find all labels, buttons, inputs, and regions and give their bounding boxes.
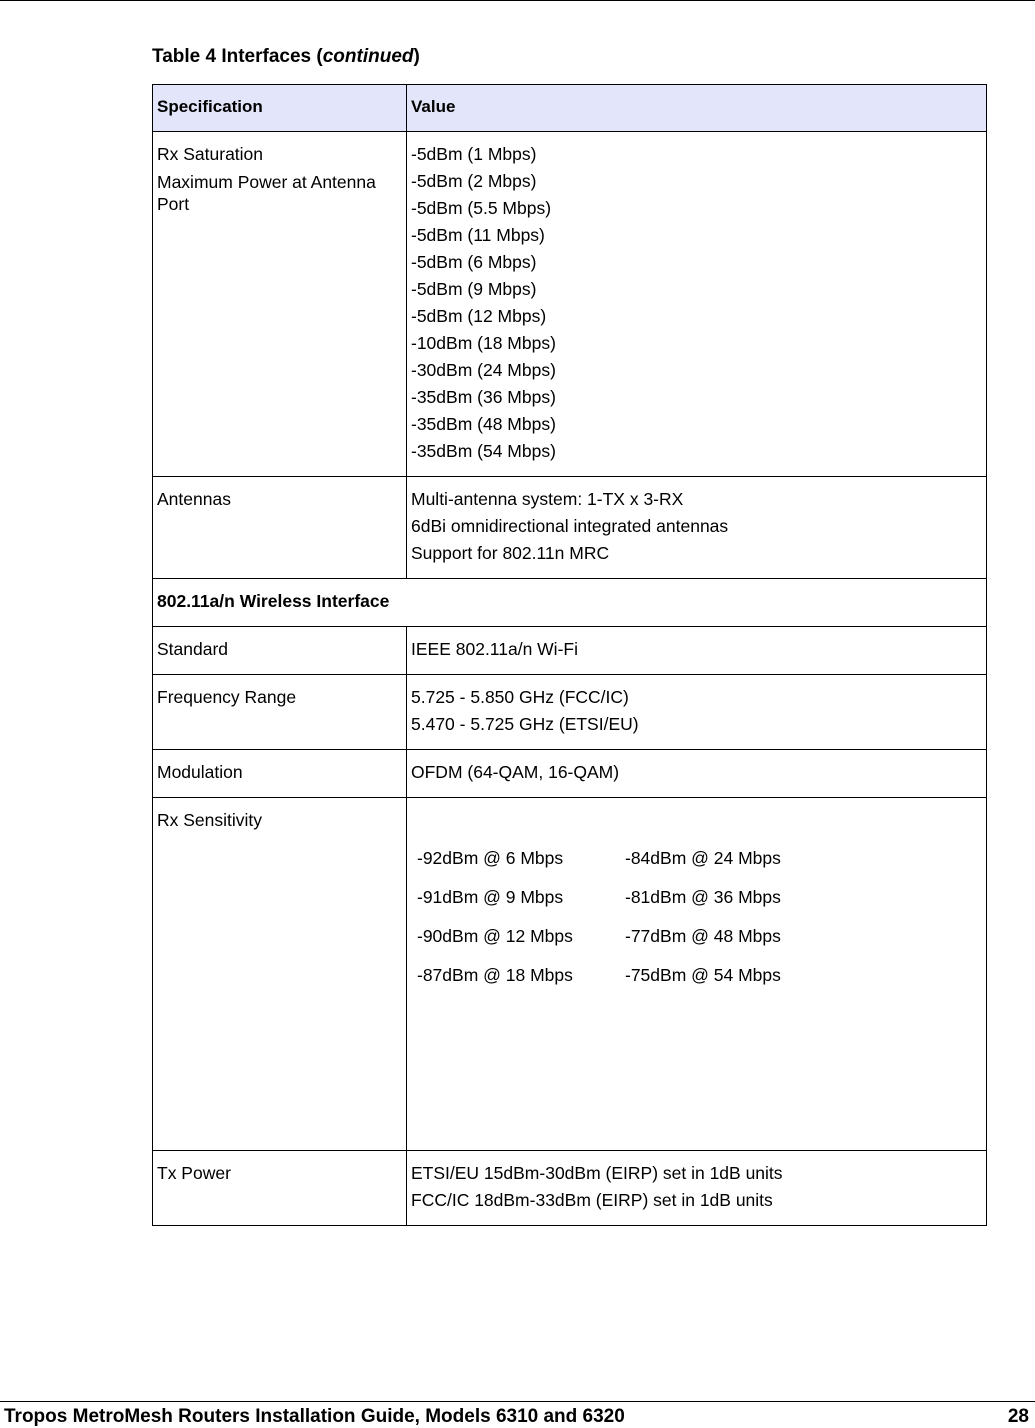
table-row <box>153 1151 987 1226</box>
table-row <box>153 132 987 477</box>
value-cell: Multi-antenna system: 1-TX x 3-RX 6dBi omnidirectional integrated antennas Support for 802.11n MRC <box>407 477 987 579</box>
table-header-row <box>153 85 987 132</box>
section-row <box>153 579 987 627</box>
footer-rule <box>0 1401 1035 1402</box>
value-cell: 5.725 - 5.850 GHz (FCC/IC) 5.470 - 5.725 GHz (ETSI/EU) <box>407 675 987 750</box>
table-row <box>153 627 987 675</box>
value-cell: OFDM (64-QAM, 16-QAM) <box>407 750 987 798</box>
table-row <box>153 798 987 1151</box>
table-row <box>153 750 987 798</box>
spec-cell: Antennas <box>153 477 407 579</box>
value-cell <box>407 798 987 1151</box>
spec-cell: Rx Sensitivity <box>153 798 407 1151</box>
header-value: Value <box>407 85 987 132</box>
sensitivity-grid: -92dBm @ 6 Mbps -84dBm @ 24 Mbps -91dBm @ 9 Mbps -81dBm @ 36 Mbps -90dBm @ 12 Mbps -77dBm @ 48 Mbps -87dBm @ 18 Mbps -75dBm @ 54 Mbps <box>417 848 781 985</box>
table-caption: Table 4 Interfaces (continued) <box>152 46 420 67</box>
top-rule <box>0 0 1035 1</box>
table-row <box>153 675 987 750</box>
spec-cell: Standard <box>153 627 407 675</box>
spec-cell: Rx Saturation Maximum Power at Antenna Port <box>153 132 407 477</box>
value-cell: IEEE 802.11a/n Wi-Fi <box>407 627 987 675</box>
spec-cell: Tx Power <box>153 1151 407 1226</box>
spec-cell: Frequency Range <box>153 675 407 750</box>
footer-title: Tropos MetroMesh Routers Installation Guide, Models 6310 and 6320 <box>4 1406 625 1427</box>
value-cell: -5dBm (1 Mbps) -5dBm (2 Mbps) -5dBm (5.5 Mbps) -5dBm (11 Mbps) -5dBm (6 Mbps) -5dBm (9 Mbps) -5dBm (12 Mbps) -10dBm (18 Mbps) -30dBm (24 Mbps) -35dBm (36 Mbps) -35dBm (48 Mbps) -35dBm (54 Mbps) <box>407 132 987 477</box>
page-number: 28 <box>1007 1406 1029 1427</box>
header-specification: Specification <box>153 85 407 132</box>
table-row <box>153 477 987 579</box>
section-title: 802.11a/n Wireless Interface <box>153 579 987 627</box>
value-cell: ETSI/EU 15dBm-30dBm (EIRP) set in 1dB units FCC/IC 18dBm-33dBm (EIRP) set in 1dB units <box>407 1151 987 1226</box>
interfaces-table <box>152 84 987 1226</box>
spec-cell: Modulation <box>153 750 407 798</box>
